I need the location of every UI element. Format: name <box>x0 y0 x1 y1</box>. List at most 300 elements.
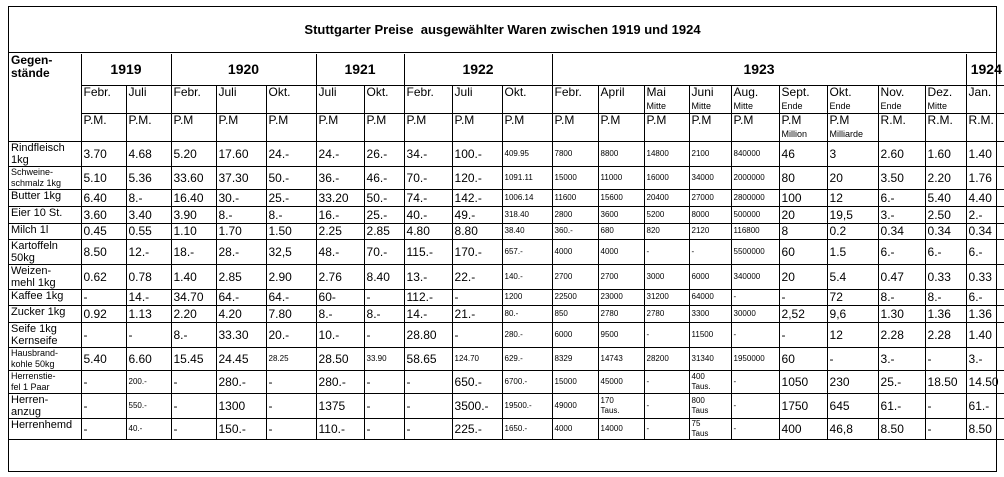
month-label: Sept. <box>781 85 810 99</box>
goods-label: Herren- anzug <box>9 393 81 418</box>
unit-header <box>731 113 779 141</box>
price-cell: 6000 <box>552 322 598 347</box>
price-cell: - <box>731 322 779 347</box>
unit-header <box>925 113 966 141</box>
price-cell: 31200 <box>644 289 689 305</box>
price-cell: 16.- <box>316 206 364 223</box>
price-cell: 280.- <box>316 370 364 393</box>
price-cell: 8.- <box>925 289 966 305</box>
price-cell: 25.- <box>878 370 925 393</box>
price-cell: 64.- <box>216 289 266 305</box>
unit-label: P.M <box>173 113 194 127</box>
price-cell: 1006.14 <box>502 189 552 206</box>
price-cell: 5500000 <box>731 239 779 264</box>
price-cell: - <box>81 393 126 418</box>
price-cell: 6.40 <box>81 189 126 206</box>
goods-label: Butter 1kg <box>9 189 81 206</box>
price-cell: 2.20 <box>171 305 216 322</box>
price-cell: 318.40 <box>502 206 552 223</box>
price-cell: 1.36 <box>925 305 966 322</box>
price-cell: - <box>364 370 404 393</box>
price-cell: 1200 <box>502 289 552 305</box>
goods-label: Herrenhemd <box>9 418 81 439</box>
price-cell: 1.40 <box>966 141 1004 166</box>
unit-label: P.M <box>691 113 712 127</box>
price-cell: 2800000 <box>731 189 779 206</box>
price-cell: - <box>731 418 779 439</box>
price-cell: 48.- <box>316 239 364 264</box>
price-cell: 1300 <box>216 393 266 418</box>
month-qualifier: Mitte <box>733 100 754 111</box>
price-cell: 5.20 <box>171 141 216 166</box>
goods-label: Kartoffeln 50kg <box>9 239 81 264</box>
price-cell: 2700 <box>552 264 598 289</box>
goods-label: Eier 10 St. <box>9 206 81 223</box>
price-cell: 8.50 <box>966 418 1004 439</box>
price-cell: - <box>364 289 404 305</box>
price-cell: 1.36 <box>966 305 1004 322</box>
price-cell: 3000 <box>644 264 689 289</box>
table-row <box>9 223 1004 239</box>
price-cell: 72 <box>827 289 878 305</box>
price-cell: 0.78 <box>126 264 171 289</box>
month-header <box>598 85 644 113</box>
price-cell: 60- <box>316 289 364 305</box>
price-cell: 4.20 <box>216 305 266 322</box>
price-cell: 5.40 <box>925 189 966 206</box>
price-cell: 14.50 <box>966 370 1004 393</box>
month-qualifier: Ende <box>829 100 851 111</box>
month-header <box>731 85 779 113</box>
month-header <box>925 85 966 113</box>
price-cell: 24.- <box>316 141 364 166</box>
price-cell: 28.- <box>216 239 266 264</box>
table-row <box>9 166 1004 189</box>
month-header <box>81 85 126 113</box>
unit-header <box>598 113 644 141</box>
month-header <box>126 85 171 113</box>
price-cell: 3.40 <box>126 206 171 223</box>
price-cell: 1.40 <box>171 264 216 289</box>
unit-header <box>171 113 216 141</box>
price-cell: 14800 <box>644 141 689 166</box>
price-cell: 20 <box>827 166 878 189</box>
price-cell: 170 Taus. <box>598 393 644 418</box>
price-cell: 5.40 <box>81 347 126 370</box>
price-cell: - <box>452 289 502 305</box>
unit-header <box>266 113 316 141</box>
price-cell: 9500 <box>598 322 644 347</box>
item-column-header: Gegen- stände <box>9 54 81 141</box>
price-cell: 58.65 <box>404 347 452 370</box>
price-cell: 27000 <box>689 189 731 206</box>
unit-header <box>364 113 404 141</box>
price-cell: - <box>126 322 171 347</box>
unit-label: R.M. <box>880 113 906 127</box>
price-cell: 2.85 <box>364 223 404 239</box>
price-cell: 3.- <box>966 347 1004 370</box>
price-cell: 2.20 <box>925 166 966 189</box>
price-cell: 8.50 <box>878 418 925 439</box>
price-cell: 30.- <box>216 189 266 206</box>
price-cell: 16000 <box>644 166 689 189</box>
month-label: Okt. <box>268 85 291 99</box>
price-cell: 6.- <box>878 239 925 264</box>
price-cell: 2.28 <box>878 322 925 347</box>
price-cell: 340000 <box>731 264 779 289</box>
price-cell: 2,52 <box>779 305 827 322</box>
goods-label: Weizen- mehl 1kg <box>9 264 81 289</box>
price-cell: 5.4 <box>827 264 878 289</box>
month-header <box>644 85 689 113</box>
price-cell: - <box>925 393 966 418</box>
price-cell: 33.60 <box>171 166 216 189</box>
price-cell: 100 <box>779 189 827 206</box>
price-cell: 12.- <box>126 239 171 264</box>
month-label: Jan. <box>968 85 992 99</box>
price-cell: - <box>644 239 689 264</box>
unit-label: P.M <box>781 113 802 127</box>
price-cell: 12 <box>827 322 878 347</box>
month-header <box>878 85 925 113</box>
table-row <box>9 264 1004 289</box>
month-label: Juli <box>454 85 473 99</box>
price-cell: 1.60 <box>925 141 966 166</box>
unit-header <box>126 113 171 141</box>
price-table-frame <box>8 6 1002 472</box>
price-cell: 0.47 <box>878 264 925 289</box>
price-cell: 4000 <box>552 418 598 439</box>
goods-label: Milch 1l <box>9 223 81 239</box>
price-cell: 3500.- <box>452 393 502 418</box>
price-cell: 110.- <box>316 418 364 439</box>
month-label: Aug. <box>733 85 759 99</box>
month-qualifier: Mitte <box>927 100 948 111</box>
price-cell: 8 <box>779 223 827 239</box>
price-cell: 1375 <box>316 393 364 418</box>
price-cell: 11600 <box>552 189 598 206</box>
table-row <box>9 347 1004 370</box>
price-cell: 15600 <box>598 189 644 206</box>
price-cell: 1950000 <box>731 347 779 370</box>
price-cell: 8.- <box>216 206 266 223</box>
price-cell: 840000 <box>731 141 779 166</box>
price-cell: - <box>364 322 404 347</box>
price-cell: 2780 <box>598 305 644 322</box>
price-cell: 1.10 <box>171 223 216 239</box>
price-cell: 629.- <box>502 347 552 370</box>
price-cell: 64.- <box>266 289 316 305</box>
price-cell: 142.- <box>452 189 502 206</box>
price-cell: 0.45 <box>81 223 126 239</box>
month-qualifier: Mitte <box>646 100 667 111</box>
price-cell: 0.34 <box>966 223 1004 239</box>
price-cell: 10.- <box>316 322 364 347</box>
price-cell: 15.45 <box>171 347 216 370</box>
price-cell: 28.80 <box>404 322 452 347</box>
price-cell: 1.76 <box>966 166 1004 189</box>
price-cell: 24.45 <box>216 347 266 370</box>
price-cell: 32,5 <box>266 239 316 264</box>
price-cell: 8800 <box>598 141 644 166</box>
price-cell: 74.- <box>404 189 452 206</box>
price-cell: 33.20 <box>316 189 364 206</box>
price-cell: 49.- <box>452 206 502 223</box>
month-header <box>452 85 502 113</box>
price-cell: - <box>81 289 126 305</box>
price-cell: 657.- <box>502 239 552 264</box>
unit-label: P.M <box>406 113 427 127</box>
price-cell: - <box>779 289 827 305</box>
table-row <box>9 189 1004 206</box>
price-cell: 80 <box>779 166 827 189</box>
price-cell: 28.50 <box>316 347 364 370</box>
month-label: Okt. <box>366 85 389 99</box>
price-cell: 70.- <box>364 239 404 264</box>
price-cell: 30000 <box>731 305 779 322</box>
unit-header <box>644 113 689 141</box>
price-cell: 5.10 <box>81 166 126 189</box>
price-cell: - <box>731 289 779 305</box>
price-cell: 60 <box>779 347 827 370</box>
price-cell: 8.40 <box>364 264 404 289</box>
unit-header <box>878 113 925 141</box>
price-cell: 13.- <box>404 264 452 289</box>
price-cell: 4.80 <box>404 223 452 239</box>
unit-label: P.M <box>366 113 387 127</box>
price-cell: 0.55 <box>126 223 171 239</box>
table-row <box>9 393 1004 418</box>
price-cell: 0.62 <box>81 264 126 289</box>
price-cell: 33.90 <box>364 347 404 370</box>
price-cell: 3300 <box>689 305 731 322</box>
month-header <box>171 85 216 113</box>
unit-label: P.M. <box>83 113 107 127</box>
price-cell: - <box>171 393 216 418</box>
unit-qualifier: Milliarde <box>829 128 864 139</box>
price-cell: 20.- <box>266 322 316 347</box>
month-header <box>966 85 1004 113</box>
unit-label: P.M <box>554 113 575 127</box>
unit-header <box>827 113 878 141</box>
price-cell: 1050 <box>779 370 827 393</box>
price-cell: 50.- <box>266 166 316 189</box>
table-row <box>9 322 1004 347</box>
price-cell: 2.76 <box>316 264 364 289</box>
price-cell: - <box>404 370 452 393</box>
price-cell: 1750 <box>779 393 827 418</box>
price-cell: - <box>171 370 216 393</box>
price-cell: 100.- <box>452 141 502 166</box>
price-cell: 6.60 <box>126 347 171 370</box>
price-table <box>9 54 1004 440</box>
month-label: Juli <box>218 85 237 99</box>
price-cell: 17.60 <box>216 141 266 166</box>
price-cell: 2.28 <box>925 322 966 347</box>
price-cell: 3 <box>827 141 878 166</box>
unit-label: P.M <box>318 113 339 127</box>
price-cell: 8.- <box>126 189 171 206</box>
month-label: Febr. <box>173 85 201 99</box>
unit-header-row <box>9 113 1004 141</box>
month-label: Okt. <box>504 85 527 99</box>
price-cell: 49000 <box>552 393 598 418</box>
price-cell: 200.- <box>126 370 171 393</box>
price-cell: 20 <box>779 264 827 289</box>
price-cell: 400 <box>779 418 827 439</box>
price-cell: 16.40 <box>171 189 216 206</box>
price-cell: 2780 <box>644 305 689 322</box>
unit-label: P.M <box>600 113 621 127</box>
unit-qualifier: Million <box>781 128 808 139</box>
month-label: Dez. <box>927 85 953 99</box>
price-cell: 2.25 <box>316 223 364 239</box>
month-label: Nov. <box>880 85 905 99</box>
price-cell: 1.40 <box>966 322 1004 347</box>
table-row <box>9 305 1004 322</box>
price-cell: 18.50 <box>925 370 966 393</box>
price-cell: 11000 <box>598 166 644 189</box>
goods-label: Zucker 1kg <box>9 305 81 322</box>
price-cell: 550.- <box>126 393 171 418</box>
price-cell: 6.- <box>925 239 966 264</box>
price-cell: 22500 <box>552 289 598 305</box>
month-label: Okt. <box>829 85 852 99</box>
price-cell: 12 <box>827 189 878 206</box>
price-cell: 11500 <box>689 322 731 347</box>
price-cell: 2100 <box>689 141 731 166</box>
price-cell: 14.- <box>126 289 171 305</box>
price-cell: 6.- <box>966 289 1004 305</box>
price-cell: 8.- <box>878 289 925 305</box>
unit-header <box>81 113 126 141</box>
unit-label: R.M. <box>927 113 953 127</box>
month-label: April <box>600 85 625 99</box>
price-cell: 3.- <box>878 347 925 370</box>
unit-label: P.M <box>733 113 754 127</box>
price-cell: 230 <box>827 370 878 393</box>
price-cell: 0.34 <box>878 223 925 239</box>
price-cell: - <box>925 418 966 439</box>
table-row <box>9 418 1004 439</box>
price-cell: 0.33 <box>925 264 966 289</box>
price-cell: 19,5 <box>827 206 878 223</box>
price-cell: 8.80 <box>452 223 502 239</box>
price-cell: - <box>81 322 126 347</box>
price-cell: 8.- <box>171 322 216 347</box>
price-cell: 37.30 <box>216 166 266 189</box>
unit-header <box>966 113 1004 141</box>
price-cell: 2800 <box>552 206 598 223</box>
unit-header <box>779 113 827 141</box>
goods-label: Hausbrand- kohle 50kg <box>9 347 81 370</box>
unit-header <box>502 113 552 141</box>
price-cell: 2700 <box>598 264 644 289</box>
month-label: Juli <box>318 85 337 99</box>
price-cell: 6700.- <box>502 370 552 393</box>
unit-header <box>452 113 502 141</box>
price-cell: 2.60 <box>878 141 925 166</box>
goods-label: Rindfleisch 1kg <box>9 141 81 166</box>
price-cell: 6.- <box>878 189 925 206</box>
price-cell: - <box>644 393 689 418</box>
price-cell: 800 Taus <box>689 393 731 418</box>
goods-label: Seife 1kg Kernseife <box>9 322 81 347</box>
year-header-row <box>9 54 1004 85</box>
price-cell: - <box>171 418 216 439</box>
price-cell: 500000 <box>731 206 779 223</box>
table-row <box>9 239 1004 264</box>
price-cell: - <box>731 393 779 418</box>
price-cell: 34000 <box>689 166 731 189</box>
price-cell: 46.- <box>364 166 404 189</box>
price-cell: 20400 <box>644 189 689 206</box>
price-cell: 409.95 <box>502 141 552 166</box>
unit-label: R.M. <box>968 113 994 127</box>
price-cell: 115.- <box>404 239 452 264</box>
price-cell: 21.- <box>452 305 502 322</box>
price-cell: 70.- <box>404 166 452 189</box>
price-cell: 18.- <box>171 239 216 264</box>
price-cell: 3.60 <box>81 206 126 223</box>
price-cell: 1.30 <box>878 305 925 322</box>
price-cell: 33.30 <box>216 322 266 347</box>
price-cell: 40.- <box>404 206 452 223</box>
price-cell: 1.50 <box>266 223 316 239</box>
price-cell: 61.- <box>878 393 925 418</box>
price-cell: 8000 <box>689 206 731 223</box>
price-cell: 0.2 <box>827 223 878 239</box>
price-cell: - <box>364 393 404 418</box>
month-qualifier: Mitte <box>691 100 712 111</box>
month-header-row <box>9 85 1004 113</box>
unit-label: P.M <box>829 113 850 127</box>
unit-label: P.M <box>504 113 525 127</box>
price-cell: - <box>779 322 827 347</box>
month-header <box>502 85 552 113</box>
price-cell: 360.- <box>552 223 598 239</box>
price-cell: 140.- <box>502 264 552 289</box>
price-cell: 120.- <box>452 166 502 189</box>
price-cell: 8.- <box>364 305 404 322</box>
unit-header <box>404 113 452 141</box>
price-cell: 0.34 <box>925 223 966 239</box>
price-cell: 116800 <box>731 223 779 239</box>
price-cell: 3.50 <box>878 166 925 189</box>
price-cell: 8.50 <box>81 239 126 264</box>
year-header: 1924 <box>966 54 1004 85</box>
price-cell: 4.68 <box>126 141 171 166</box>
unit-label: P.M <box>218 113 239 127</box>
unit-header <box>689 113 731 141</box>
price-cell: 15000 <box>552 166 598 189</box>
month-qualifier: Ende <box>880 100 902 111</box>
price-cell: - <box>689 239 731 264</box>
unit-label: P.M <box>268 113 289 127</box>
price-cell: 8.- <box>316 305 364 322</box>
price-cell: 31340 <box>689 347 731 370</box>
price-cell: - <box>644 418 689 439</box>
price-cell: 3600 <box>598 206 644 223</box>
month-header <box>404 85 452 113</box>
price-cell: 2.50 <box>925 206 966 223</box>
price-cell: 6.- <box>966 239 1004 264</box>
price-cell: 46 <box>779 141 827 166</box>
price-cell: - <box>925 347 966 370</box>
price-cell: 2.- <box>966 206 1004 223</box>
month-header <box>689 85 731 113</box>
price-cell: 225.- <box>452 418 502 439</box>
